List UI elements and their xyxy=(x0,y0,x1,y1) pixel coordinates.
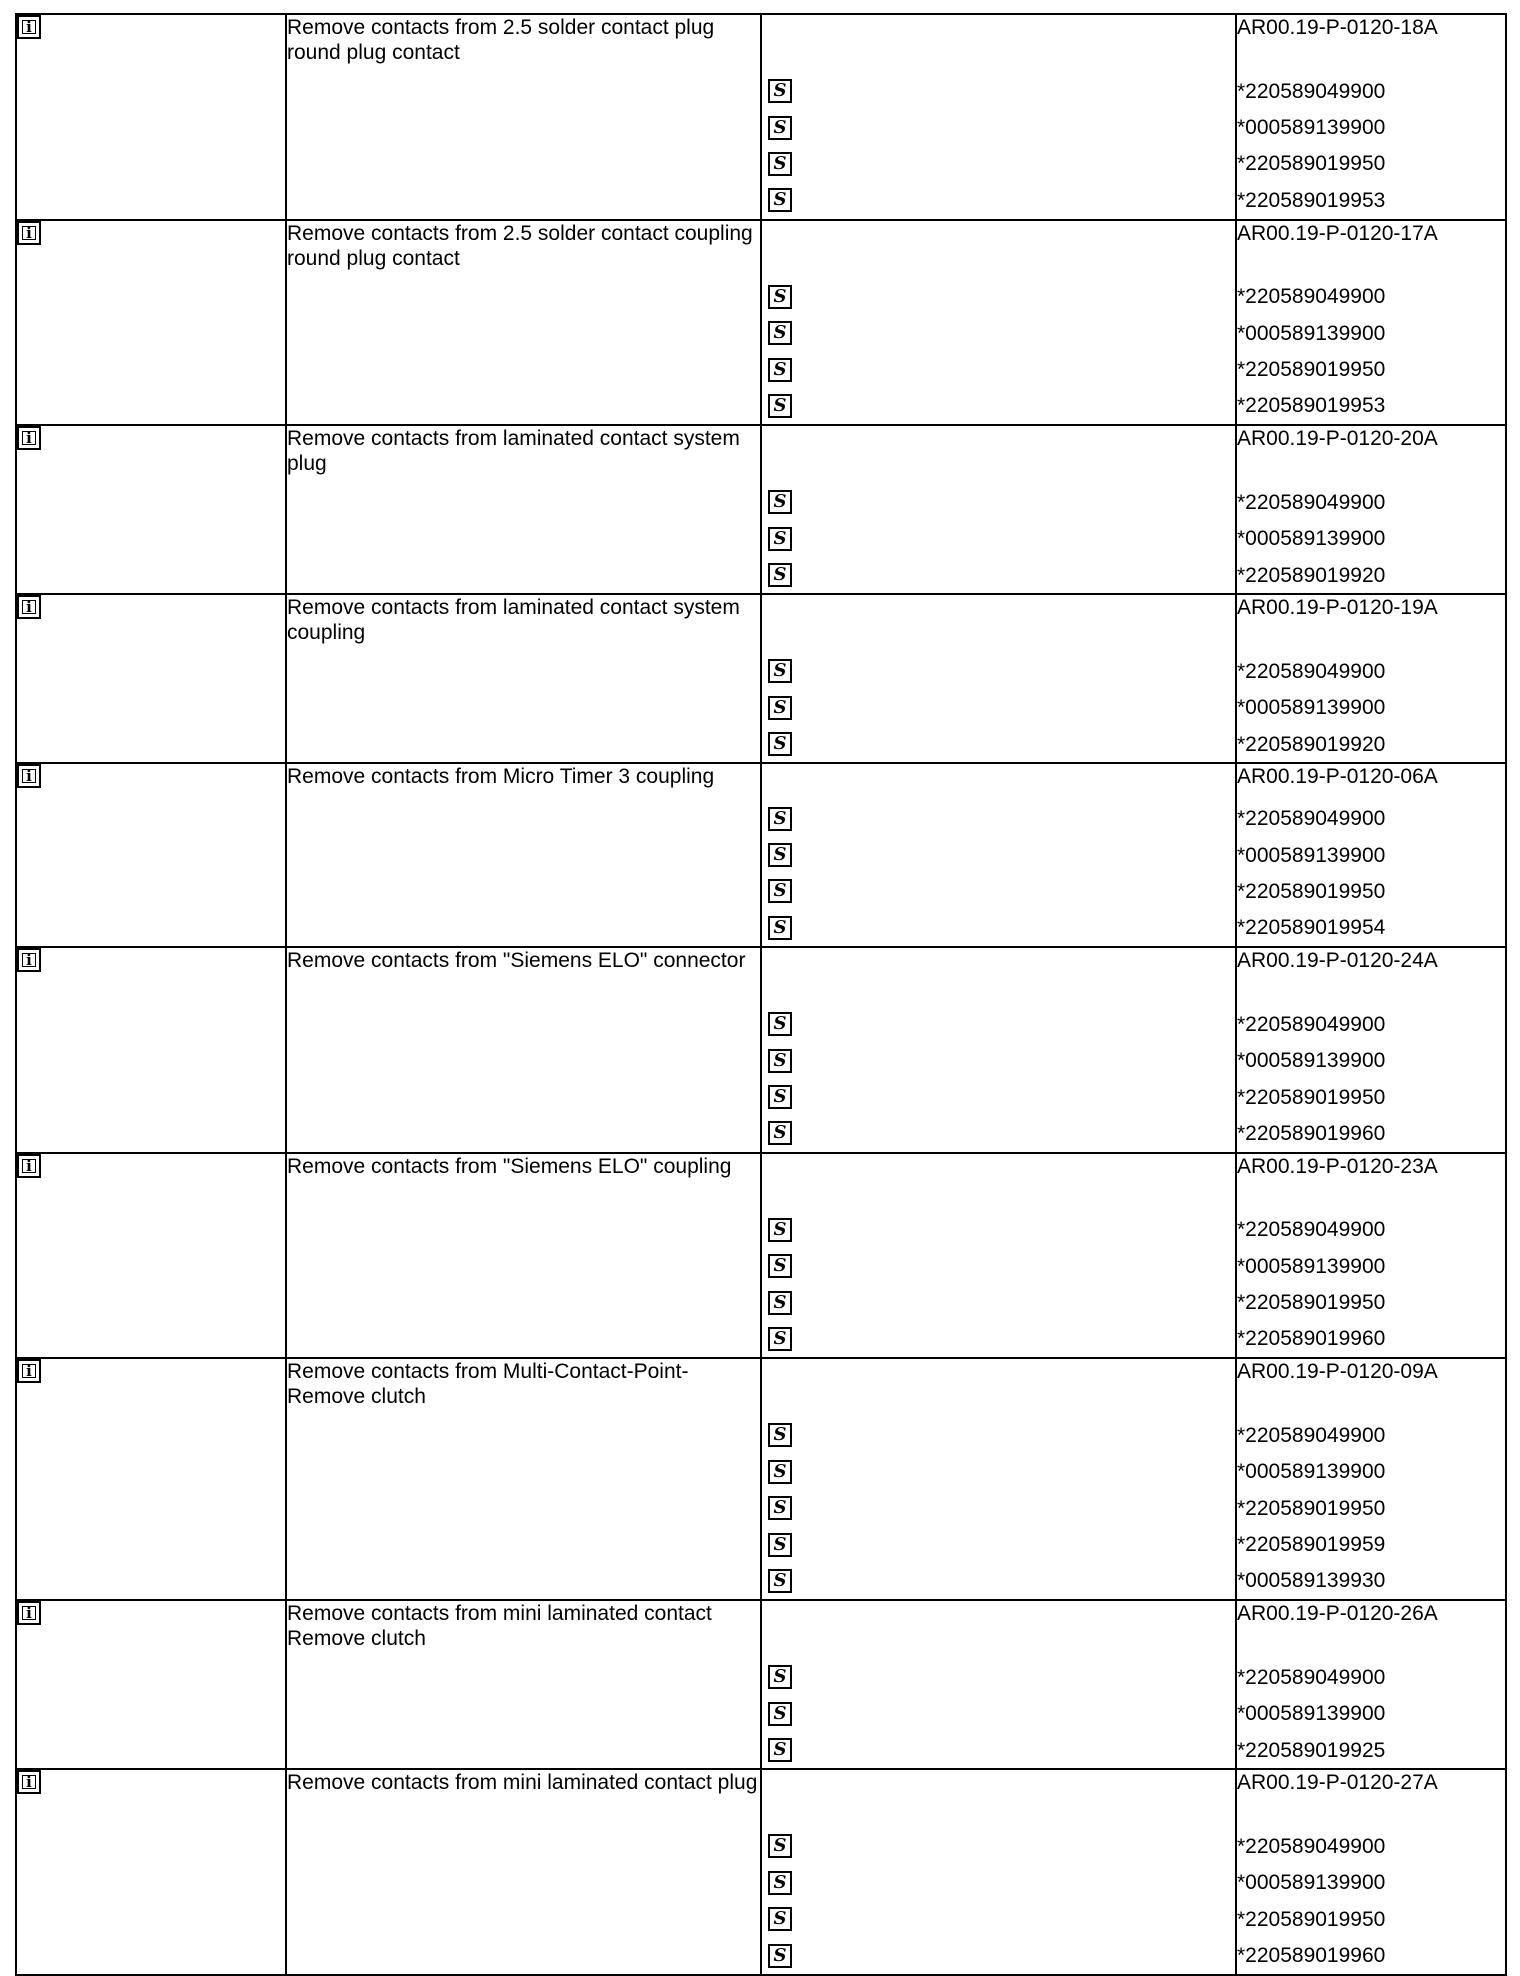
info-icon-glyph: i xyxy=(26,1156,32,1175)
tool-icon-cell xyxy=(761,947,1236,1153)
info-icon-glyph: i xyxy=(26,18,32,36)
reference-cell xyxy=(1236,14,1506,220)
procedure-description: Remove contacts from 2.5 solder contact coupling round plug contact xyxy=(287,221,753,270)
tool-number: *000589139900 xyxy=(1237,1702,1386,1726)
tool-icon-cell xyxy=(761,763,1236,947)
info-icon[interactable] xyxy=(17,1359,41,1383)
special-tool-icon[interactable]: S xyxy=(768,1012,792,1036)
document-reference-link[interactable]: AR00.19-P-0120-18A xyxy=(1237,16,1438,39)
info-icon-glyph: i xyxy=(26,429,32,448)
info-icon-glyph: i xyxy=(26,223,32,242)
reference-cell xyxy=(1236,594,1506,763)
reference-cell xyxy=(1236,1769,1506,1975)
table-row xyxy=(16,763,1506,947)
tool-icon-cell xyxy=(761,1600,1236,1769)
special-tool-icon[interactable]: S xyxy=(768,285,792,309)
description-cell xyxy=(286,14,761,220)
tool-number: *220589019950 xyxy=(1237,1907,1386,1931)
description-cell xyxy=(286,594,761,763)
special-tool-icon[interactable]: S xyxy=(768,79,792,103)
tool-number: *000589139900 xyxy=(1237,1049,1386,1073)
tool-icon-cell xyxy=(761,14,1236,220)
tool-number: *000589139900 xyxy=(1237,843,1386,867)
description-cell xyxy=(286,1153,761,1359)
tool-number: *220589019953 xyxy=(1237,188,1386,212)
info-icon[interactable] xyxy=(17,221,41,245)
procedure-description: Remove contacts from mini laminated contact Remove clutch xyxy=(287,1602,712,1651)
document-reference-link[interactable]: AR00.19-P-0120-27A xyxy=(1237,1771,1438,1795)
tool-icon-cell xyxy=(761,1769,1236,1975)
reference-cell xyxy=(1236,425,1506,594)
description-cell xyxy=(286,1358,761,1600)
special-tool-icon[interactable]: S xyxy=(768,188,792,212)
special-tool-icon[interactable]: S xyxy=(768,696,792,720)
table-row xyxy=(16,220,1506,426)
info-icon[interactable] xyxy=(17,1770,41,1794)
reference-cell xyxy=(1236,1358,1506,1600)
special-tool-icon[interactable]: S xyxy=(768,527,792,551)
info-cell xyxy=(16,1769,286,1975)
special-tool-icon[interactable]: S xyxy=(768,1944,792,1968)
special-tool-icon[interactable]: S xyxy=(768,1496,792,1520)
special-tool-icon[interactable]: S xyxy=(768,732,792,756)
document-reference-link[interactable]: AR00.19-P-0120-17A xyxy=(1237,221,1438,245)
tool-number: *220589019950 xyxy=(1237,1496,1386,1520)
special-tool-icon[interactable]: S xyxy=(768,1291,792,1315)
tool-number: *220589049900 xyxy=(1237,285,1386,309)
tool-number: *220589019950 xyxy=(1237,358,1386,382)
table-row xyxy=(16,1358,1506,1600)
reference-cell xyxy=(1236,1153,1506,1359)
document-reference-link[interactable]: AR00.19-P-0120-23A xyxy=(1237,1154,1438,1178)
procedure-description: Remove contacts from Multi-Contact-Point-Remove clutch xyxy=(287,1360,689,1409)
tool-number: *000589139900 xyxy=(1237,1871,1386,1895)
special-tool-icon[interactable]: S xyxy=(768,1702,792,1726)
tool-number: *220589019950 xyxy=(1237,1291,1386,1315)
special-tool-icon[interactable]: S xyxy=(768,394,792,418)
procedure-table-body xyxy=(16,14,1506,1975)
info-icon[interactable] xyxy=(17,1601,41,1625)
info-icon[interactable] xyxy=(17,426,41,450)
info-icon-glyph: i xyxy=(26,1604,32,1623)
procedure-description: Remove contacts from laminated contact system coupling xyxy=(287,596,740,645)
tool-number: *220589019925 xyxy=(1237,1738,1386,1762)
description-cell xyxy=(286,1600,761,1769)
info-icon[interactable] xyxy=(17,1154,41,1178)
special-tool-icon[interactable]: S xyxy=(768,916,792,940)
table-row xyxy=(16,1600,1506,1769)
special-tool-icon[interactable]: S xyxy=(768,563,792,587)
description-cell xyxy=(286,425,761,594)
special-tool-icon[interactable]: S xyxy=(768,1121,792,1145)
procedure-description: Remove contacts from Micro Timer 3 coupling xyxy=(287,765,715,789)
info-icon-glyph: i xyxy=(26,1773,32,1792)
tool-number: *220589019920 xyxy=(1237,563,1386,587)
info-cell xyxy=(16,1358,286,1600)
tool-number: *220589019954 xyxy=(1237,916,1386,940)
table-row xyxy=(16,1153,1506,1359)
special-tool-icon[interactable]: S xyxy=(768,1569,792,1593)
info-cell xyxy=(16,594,286,763)
tool-number: *220589049900 xyxy=(1237,659,1386,683)
info-cell xyxy=(16,947,286,1153)
tool-number: *220589049900 xyxy=(1237,1012,1386,1036)
special-tool-icon[interactable]: S xyxy=(768,1871,792,1895)
document-reference-link[interactable]: AR00.19-P-0120-06A xyxy=(1237,765,1438,789)
description-cell xyxy=(286,220,761,426)
tool-number: *220589049900 xyxy=(1237,1834,1386,1858)
table-row xyxy=(16,425,1506,594)
tool-number: *220589049900 xyxy=(1237,1665,1386,1689)
table-row xyxy=(16,947,1506,1153)
special-tool-icon[interactable]: S xyxy=(768,1834,792,1858)
info-cell xyxy=(16,763,286,947)
special-tool-icon[interactable]: S xyxy=(768,1665,792,1689)
procedure-description: Remove contacts from "Siemens ELO" connector xyxy=(287,949,746,973)
tool-number: *220589019920 xyxy=(1237,732,1386,756)
tool-number: *220589019950 xyxy=(1237,152,1386,176)
tool-number: *220589019959 xyxy=(1237,1533,1386,1557)
tool-number: *000589139900 xyxy=(1237,321,1386,345)
tool-number: *220589019960 xyxy=(1237,1944,1386,1968)
description-cell xyxy=(286,1769,761,1975)
info-cell xyxy=(16,14,286,220)
tool-number: *220589049900 xyxy=(1237,79,1386,103)
tool-number: *220589019953 xyxy=(1237,394,1386,418)
table-row xyxy=(16,14,1506,220)
info-cell xyxy=(16,220,286,426)
tool-number: *000589139900 xyxy=(1237,696,1386,720)
info-icon-glyph: i xyxy=(26,951,32,970)
procedure-description: Remove contacts from mini laminated contact plug xyxy=(287,1771,758,1795)
tool-number: *000589139900 xyxy=(1237,116,1386,140)
table-row xyxy=(16,594,1506,763)
info-icon-glyph: i xyxy=(26,598,32,617)
tool-number: *220589019960 xyxy=(1237,1121,1386,1145)
procedure-description: Remove contacts from laminated contact system plug xyxy=(287,427,740,476)
special-tool-icon[interactable]: S xyxy=(768,879,792,903)
special-tool-icon[interactable]: S xyxy=(768,152,792,176)
special-tool-icon[interactable]: S xyxy=(768,321,792,345)
tool-icon-cell xyxy=(761,1153,1236,1359)
special-tool-icon[interactable]: S xyxy=(768,1085,792,1109)
special-tool-icon[interactable]: S xyxy=(768,1218,792,1242)
reference-cell xyxy=(1236,763,1506,947)
tool-icon-cell xyxy=(761,1358,1236,1600)
document-reference-link[interactable]: AR00.19-P-0120-24A xyxy=(1237,949,1438,973)
info-icon[interactable] xyxy=(17,15,41,39)
info-icon[interactable] xyxy=(17,595,41,619)
tool-number: *220589019960 xyxy=(1237,1327,1386,1351)
special-tool-icon[interactable]: S xyxy=(768,116,792,140)
info-cell xyxy=(16,425,286,594)
document-reference-link[interactable]: AR00.19-P-0120-09A xyxy=(1237,1360,1438,1384)
tool-number: *000589139900 xyxy=(1237,1254,1386,1278)
table-row xyxy=(16,1769,1506,1975)
special-tool-icon[interactable]: S xyxy=(768,1460,792,1484)
info-icon[interactable] xyxy=(17,948,41,972)
reference-cell xyxy=(1236,1600,1506,1769)
tool-number: *220589019950 xyxy=(1237,879,1386,903)
tool-number: *220589049900 xyxy=(1237,1218,1386,1242)
info-cell xyxy=(16,1600,286,1769)
tool-icon-cell xyxy=(761,425,1236,594)
special-tool-icon[interactable]: S xyxy=(768,807,792,831)
procedure-table xyxy=(15,13,1507,1976)
info-icon-glyph: i xyxy=(26,767,32,786)
special-tool-icon[interactable]: S xyxy=(768,1254,792,1278)
special-tool-icon[interactable]: S xyxy=(768,358,792,382)
special-tool-icon[interactable]: S xyxy=(768,1907,792,1931)
special-tool-icon[interactable]: S xyxy=(768,1423,792,1447)
reference-cell xyxy=(1236,220,1506,426)
info-icon-glyph: i xyxy=(26,1362,32,1381)
special-tool-icon[interactable]: S xyxy=(768,490,792,514)
tool-number: *000589139930 xyxy=(1237,1569,1386,1593)
procedure-description: Remove contacts from 2.5 solder contact plug round plug contact xyxy=(287,16,715,64)
info-cell xyxy=(16,1153,286,1359)
description-cell xyxy=(286,947,761,1153)
info-icon[interactable] xyxy=(17,764,41,788)
special-tool-icon[interactable]: S xyxy=(768,1049,792,1073)
tool-icon-cell xyxy=(761,594,1236,763)
special-tool-icon[interactable]: S xyxy=(768,1327,792,1351)
tool-number: *000589139900 xyxy=(1237,1460,1386,1484)
tool-number: *000589139900 xyxy=(1237,527,1386,551)
document-reference-link[interactable]: AR00.19-P-0120-20A xyxy=(1237,427,1438,451)
special-tool-icon[interactable]: S xyxy=(768,1533,792,1557)
tool-icon-cell xyxy=(761,220,1236,426)
document-reference-link[interactable]: AR00.19-P-0120-19A xyxy=(1237,596,1438,620)
special-tool-icon[interactable]: S xyxy=(768,659,792,683)
special-tool-icon[interactable]: S xyxy=(768,843,792,867)
procedure-description: Remove contacts from "Siemens ELO" coupling xyxy=(287,1154,732,1178)
document-reference-link[interactable]: AR00.19-P-0120-26A xyxy=(1237,1602,1438,1626)
tool-number: *220589049900 xyxy=(1237,490,1386,514)
reference-cell xyxy=(1236,947,1506,1153)
tool-number: *220589049900 xyxy=(1237,807,1386,831)
description-cell xyxy=(286,763,761,947)
tool-number: *220589049900 xyxy=(1237,1423,1386,1447)
tool-number: *220589019950 xyxy=(1237,1085,1386,1109)
special-tool-icon[interactable]: S xyxy=(768,1738,792,1762)
